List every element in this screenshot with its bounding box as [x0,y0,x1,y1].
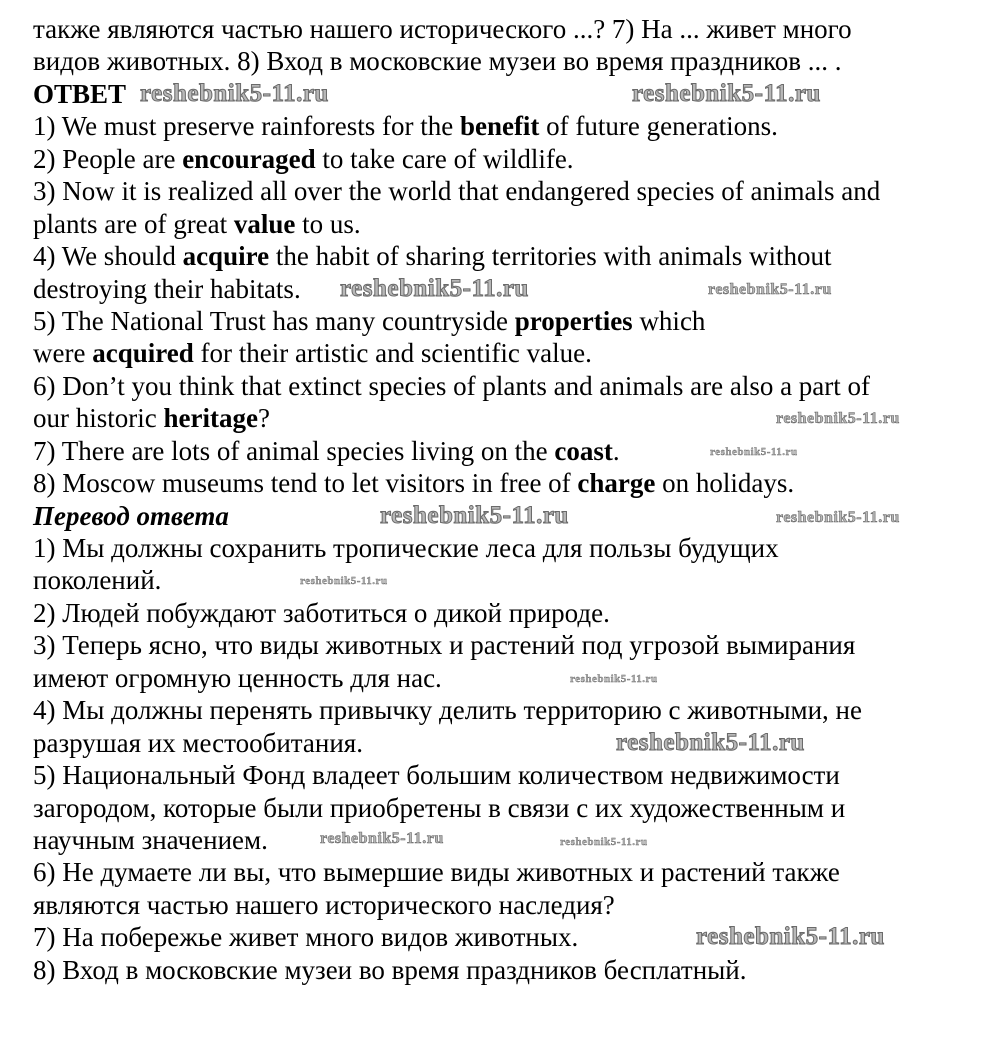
text-segment: загородом, которые были приобретены в связи с их художественным и [33,792,846,823]
text-line [33,694,993,726]
text-line [33,143,993,175]
text-line [33,662,993,694]
emphasized-text: properties [514,305,633,336]
emphasized-text: coast [554,435,613,466]
text-segment: destroying their habitats. [33,273,301,304]
text-segment: 4) Мы должны перенять привычку делить территорию с животными, не [33,695,862,726]
text-segment: 1) We must preserve rainforests for the [33,111,460,142]
text-segment: . [612,435,620,466]
watermark: reshebnik5-11.ru [380,502,569,529]
text-segment: 6) Не думаете ли вы, что вымершие виды животных и растений также [33,857,840,888]
watermark: reshebnik5-11.ru [140,80,329,107]
emphasized-text: value [233,208,296,239]
text-line [33,824,993,856]
text-line [33,208,993,240]
emphasized-text: acquired [92,338,194,369]
text-line [33,305,993,337]
text-line [33,45,993,77]
text-segment: научным значением. [33,824,268,855]
watermark: reshebnik5-11.ru [710,446,798,458]
text-line [33,435,993,467]
text-line [33,954,993,986]
watermark: reshebnik5-11.ru [340,275,529,302]
watermark: reshebnik5-11.ru [616,729,805,756]
text-line [33,370,993,402]
text-line [33,889,993,921]
text-segment: 4) We should [33,241,183,272]
text-line [33,532,993,564]
watermark: reshebnik5-11.ru [300,575,388,587]
watermark: reshebnik5-11.ru [320,830,444,847]
text-segment: также являются частью нашего исторического ...? 7) На ... живет много [33,14,852,44]
text-line [33,727,993,759]
text-segment: our historic [33,403,164,434]
text-segment: for their artistic and scientific value. [193,338,592,369]
text-segment: 5) The National Trust has many countryside [33,305,515,336]
text-line [33,240,993,272]
text-segment: the habit of sharing territories with animals without [269,241,832,272]
watermark: reshebnik5-11.ru [560,836,648,848]
emphasized-text: benefit [459,111,540,142]
text-line [33,13,993,45]
text-line [33,564,993,596]
watermark: reshebnik5-11.ru [708,281,832,298]
text-line [33,856,993,888]
emphasized-text: Перевод ответа [33,500,229,531]
emphasized-text: ОТВЕТ [33,78,127,109]
emphasized-text: acquire [182,241,270,272]
text-line [33,759,993,791]
watermark: reshebnik5-11.ru [632,80,821,107]
text-segment: 2) Людей побуждают заботиться о дикой природе. [33,597,610,628]
document-text [33,13,993,986]
text-segment: to take care of wildlife. [315,143,574,174]
text-segment: разрушая их местообитания. [33,727,363,758]
watermark: reshebnik5-11.ru [776,410,900,427]
text-segment: являются частью нашего исторического наследия? [33,889,615,920]
text-segment: 7) There are lots of animal species living on the [33,435,555,466]
text-line [33,337,993,369]
text-line [33,110,993,142]
text-line [33,629,993,661]
text-segment: имеют огромную ценность для нас. [33,662,442,693]
text-segment: ? [257,403,270,434]
watermark: reshebnik5-11.ru [696,923,885,950]
text-segment: видов животных. 8) Вход в московские музеи во время праздников ... . [33,46,842,77]
text-segment: 7) На побережье живет много видов животных. [33,922,579,953]
text-segment: 3) Now it is realized all over the world that endangered species of animals and [33,176,881,207]
text-segment: поколений. [33,565,162,596]
text-segment: 8) Вход в московские музеи во время праздников бесплатный. [33,954,747,985]
text-segment: 3) Теперь ясно, что виды животных и растений под угрозой вымирания [33,630,856,661]
watermark: reshebnik5-11.ru [570,673,658,685]
emphasized-text: charge [577,468,656,499]
text-segment: which [632,305,706,336]
text-segment: 2) People are [33,143,183,174]
text-segment: 8) Moscow museums tend to let visitors in free of [33,468,578,499]
emphasized-text: encouraged [182,143,316,174]
text-segment: were [33,338,93,369]
text-segment: on holidays. [655,468,795,499]
emphasized-text: heritage [163,403,258,434]
text-segment: 1) Мы должны сохранить тропические леса для пользы будущих [33,533,779,563]
text-segment: 6) Don’t you think that extinct species of plants and animals are also a part of [33,370,871,401]
watermark: reshebnik5-11.ru [776,509,900,526]
text-segment: to us. [295,208,361,239]
text-line [33,175,993,207]
text-segment: 5) Национальный Фонд владеет большим количеством недвижимости [33,760,840,791]
text-line [33,467,993,499]
text-segment: plants are of great [33,208,234,239]
text-line [33,792,993,824]
text-line [33,597,993,629]
text-segment: of future generations. [539,111,778,142]
